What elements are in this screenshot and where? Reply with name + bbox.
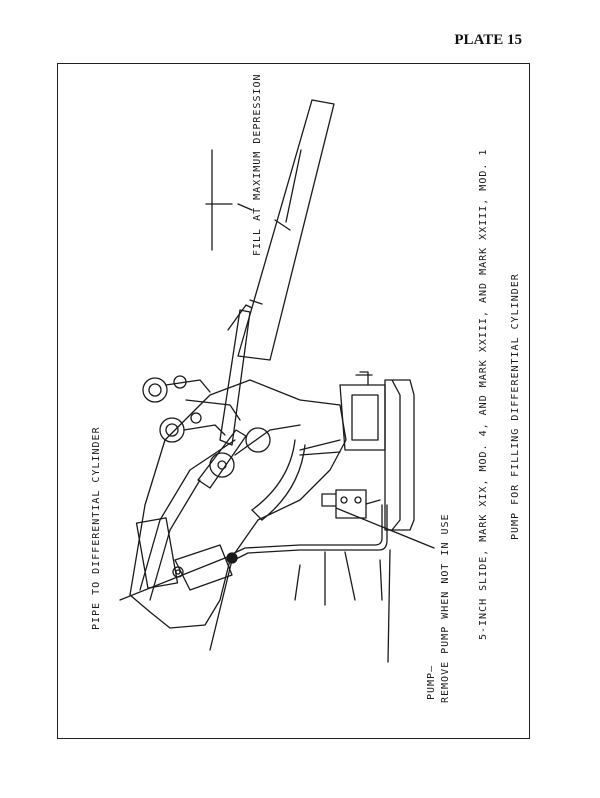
differential-pipe: [227, 505, 387, 563]
caption-line-1: 5-INCH SLIDE, MARK XIX, MOD. 4, AND MARK XXIII, AND MARK XXIII, MOD. 1: [478, 148, 489, 640]
plate-number: PLATE 15: [454, 32, 522, 48]
fill-depression-marker: [206, 150, 252, 250]
pipe-differential-label: PIPE TO DIFFERENTIAL CYLINDER: [91, 426, 102, 630]
sight-handwheels: [143, 376, 240, 442]
caption-line-2: PUMP FOR FILLING DIFFERENTIAL CYLINDER: [510, 273, 521, 540]
pump-label: PUMP—: [426, 664, 437, 700]
pump-note-label: REMOVE PUMP WHEN NOT IN USE: [440, 513, 451, 703]
elevating-gear-arc: [210, 425, 305, 520]
recoil-cylinders: [198, 305, 252, 488]
support-legs: [295, 550, 390, 662]
carriage-stand: [300, 372, 414, 530]
leader-lines: [120, 508, 434, 650]
fill-depression-label: FILL AT MAXIMUM DEPRESSION: [252, 73, 263, 256]
